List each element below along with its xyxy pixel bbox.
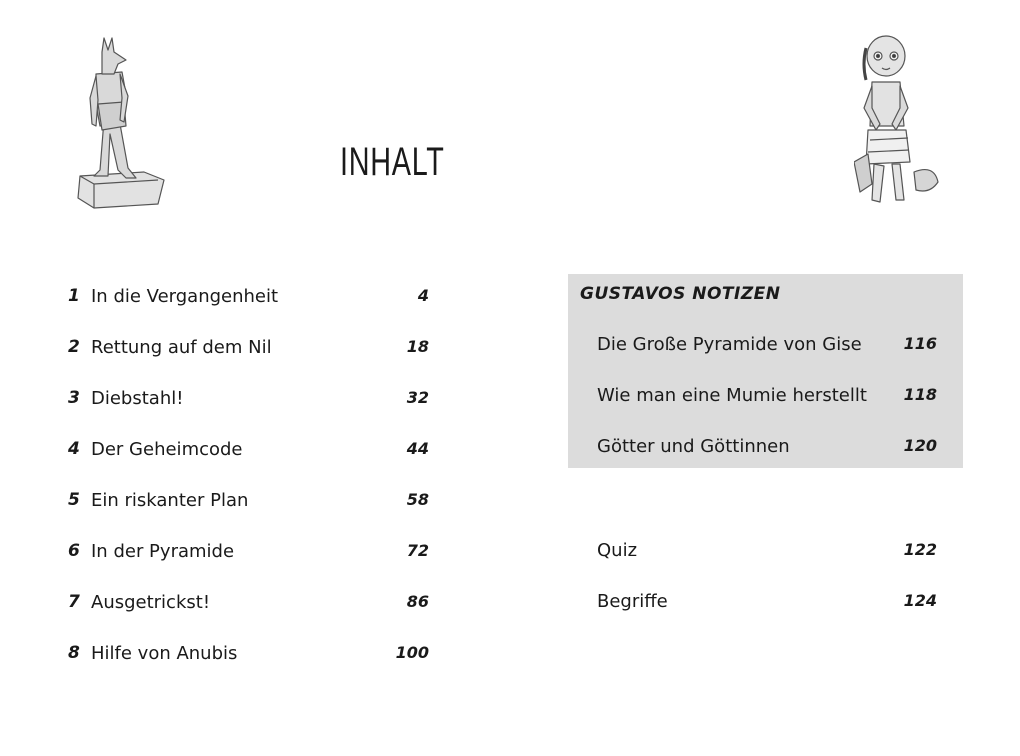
chapter-page: 18: [406, 337, 429, 356]
notes-page: 120: [903, 436, 937, 455]
chapter-row[interactable]: [68, 329, 433, 380]
chapter-page: 86: [406, 592, 429, 611]
chapter-row[interactable]: [68, 482, 433, 533]
notes-row[interactable]: [597, 436, 937, 487]
chapter-number: 3: [68, 388, 80, 408]
chapter-row[interactable]: [68, 584, 433, 635]
chapter-title: In der Pyramide: [91, 541, 235, 562]
extras-list: [597, 540, 937, 642]
chapter-title: Rettung auf dem Nil: [91, 337, 272, 358]
chapter-page: 72: [406, 541, 429, 560]
chapter-row[interactable]: [68, 533, 433, 584]
notes-page: 116: [903, 334, 937, 353]
notes-row[interactable]: [597, 385, 937, 436]
notes-box: [568, 274, 963, 468]
chapter-title: Der Geheimcode: [91, 439, 243, 460]
chapter-number: 5: [68, 490, 80, 510]
notes-title: Die Große Pyramide von Gise: [597, 334, 862, 355]
chapter-page: 58: [406, 490, 429, 509]
chapter-page: 32: [406, 388, 429, 407]
chapter-number: 2: [68, 337, 80, 357]
chapter-title: In die Vergangenheit: [91, 286, 279, 307]
extras-row[interactable]: [597, 591, 937, 642]
notes-title: Götter und Göttinnen: [597, 436, 790, 457]
chapter-list: [68, 278, 433, 686]
notes-title: Wie man eine Mumie herstellt: [597, 385, 867, 406]
notes-heading: GUSTAVOS NOTIZEN: [580, 284, 781, 304]
chapter-title: Ein riskanter Plan: [91, 490, 249, 511]
chapter-number: 1: [68, 286, 80, 306]
extras-page: 122: [903, 540, 937, 559]
extras-title: Quiz: [597, 540, 638, 561]
chapter-number: 4: [68, 439, 80, 459]
chapter-title: Ausgetrickst!: [91, 592, 211, 613]
chapter-page: 100: [395, 643, 429, 662]
chapter-page: 4: [417, 286, 429, 305]
boy-in-linen-icon: [854, 34, 940, 214]
notes-row[interactable]: [597, 334, 937, 385]
chapter-row[interactable]: [68, 635, 433, 686]
chapter-number: 6: [68, 541, 80, 561]
notes-list: [597, 334, 937, 487]
chapter-title: Hilfe von Anubis: [91, 643, 238, 664]
extras-row[interactable]: [597, 540, 937, 591]
extras-title: Begriffe: [597, 591, 668, 612]
extras-page: 124: [903, 591, 937, 610]
chapter-row[interactable]: [68, 431, 433, 482]
anubis-statue-icon: [74, 34, 170, 210]
chapter-number: 8: [68, 643, 80, 663]
chapter-number: 7: [68, 592, 80, 612]
chapter-row[interactable]: [68, 380, 433, 431]
chapter-row[interactable]: [68, 278, 433, 329]
page-title: INHALT: [340, 140, 445, 184]
chapter-title: Diebstahl!: [91, 388, 184, 409]
notes-page: 118: [903, 385, 937, 404]
chapter-page: 44: [406, 439, 429, 458]
